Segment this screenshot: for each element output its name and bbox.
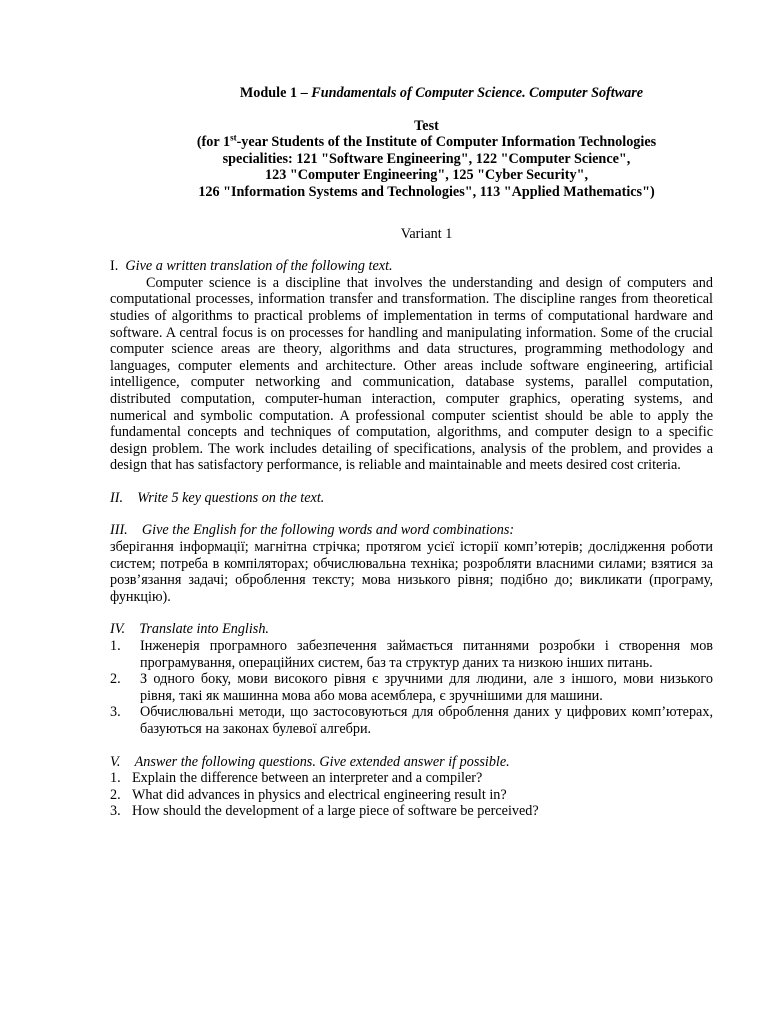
task-5-list bbox=[110, 770, 713, 820]
task-5-instruction: Answer the following questions. Give extended answer if possible. bbox=[134, 753, 510, 770]
list-item-text: З одного боку, мови високого рівня є зручними для людини, але з іншого, мови низького рівня, такі як машинна мова або мова асемблера, є зручнішими для машини. bbox=[140, 671, 713, 704]
task-1-text: Computer science is a discipline that involves the understanding and design of computers and computational processes, information transfer and transformation. The discipline ranges from theoretical studies of algorithms to practical problems of implementation in terms of computational hardware and software. A central focus is on processes for handling and manipulating information. Some of the crucial computer science areas are theory, algorithms and data structures, programming methodology and languages, computer elements and architecture. Other areas include software engineering, artificial intelligence, computer networking and communication, database systems, parallel computation, distributed computation, computer-human interaction, computer graphics, operating systems, and numerical and symbolic computation. A professional computer scientist should be able to apply the fundamental concepts and techniques of computation, algorithms, and computer design to a specific design problem. The work includes detailing of specifications, analysis of the problem, and provides a design that has satisfactory performance, is reliable and maintainable and meets desired cost criteria. bbox=[110, 274, 713, 474]
task-4-instruction: Translate into English. bbox=[139, 621, 269, 638]
task-2 bbox=[110, 490, 713, 507]
task-1-heading bbox=[110, 258, 713, 275]
list-item-number: 2. bbox=[110, 671, 121, 688]
task-2-heading bbox=[110, 490, 713, 507]
module-subject: Fundamentals of Computer Science. Computer Software bbox=[311, 85, 644, 101]
task-3-text: зберігання інформації; магнітна стрічка; протягом усієї історії комп’ютерів; дослідження роботи систем; потреба в компіляторах; обчислювальна техніка; розробляти власними силами; взятися за розв’язання задачі; оброблення тексту; мова низького рівня; подібно до; викликати (програму, функцію). bbox=[110, 539, 713, 605]
list-item bbox=[110, 770, 713, 787]
task-3-heading bbox=[110, 522, 713, 539]
module-title bbox=[110, 85, 713, 102]
task-2-number: II. bbox=[110, 489, 123, 506]
audience-pre: (for 1 bbox=[196, 134, 231, 151]
list-item bbox=[110, 638, 713, 671]
list-item-text: How should the development of a large piece of software be perceived? bbox=[132, 803, 539, 820]
list-item-text: Explain the difference between an interpreter and a compiler? bbox=[132, 770, 483, 787]
list-item-text: Обчислювальні методи, що застосовуються для оброблення даних у цифрових комп’ютерах, базуються на законах булевої алгебри. bbox=[140, 704, 713, 737]
task-4 bbox=[110, 621, 713, 737]
task-5 bbox=[110, 754, 713, 820]
list-item bbox=[110, 803, 713, 820]
list-item-text: Інженерія програмного забезпечення займається питаннями розробки і створення мов програмування, операційних систем, баз та структур даних та низкою інших питань. bbox=[140, 638, 713, 671]
specialities-line-1: specialities: 121 "Software Engineering", 122 "Computer Science", bbox=[222, 150, 631, 167]
specialities-line-2: 123 "Computer Engineering", 125 "Cyber Security", bbox=[265, 167, 588, 184]
module-prefix: Module 1 – bbox=[239, 85, 312, 101]
list-item-text: What did advances in physics and electrical engineering result in? bbox=[132, 786, 507, 803]
audience-sup: st bbox=[230, 132, 237, 143]
list-item-number: 3. bbox=[110, 803, 121, 820]
task-5-heading bbox=[110, 754, 713, 771]
task-1-instruction: Give a written translation of the following text. bbox=[125, 258, 393, 275]
test-label: Test bbox=[414, 117, 439, 134]
audience-post: -year Students of the Institute of Computer Information Technologies bbox=[236, 134, 657, 151]
task-2-instruction: Write 5 key questions on the text. bbox=[137, 489, 325, 506]
task-3 bbox=[110, 522, 713, 605]
test-header bbox=[110, 118, 713, 201]
list-item-number: 1. bbox=[110, 770, 121, 787]
list-item-number: 2. bbox=[110, 786, 121, 803]
task-4-heading bbox=[110, 621, 713, 638]
audience-line bbox=[140, 134, 713, 151]
list-item-number: 1. bbox=[110, 638, 121, 655]
list-item bbox=[110, 704, 713, 737]
document-page bbox=[110, 85, 713, 820]
task-1 bbox=[110, 258, 713, 474]
list-item bbox=[110, 787, 713, 804]
task-1-number: I. bbox=[110, 258, 119, 275]
variant-label: Variant 1 bbox=[400, 225, 453, 242]
task-4-list bbox=[110, 638, 713, 738]
task-3-number: III. bbox=[110, 522, 128, 539]
task-3-instruction: Give the English for the following words and word combinations: bbox=[141, 522, 515, 539]
task-5-number: V. bbox=[110, 753, 121, 770]
list-item bbox=[110, 671, 713, 704]
list-item-number: 3. bbox=[110, 704, 121, 721]
task-4-number: IV. bbox=[110, 621, 126, 638]
specialities-line-3: 126 "Information Systems and Technologies", 113 "Applied Mathematics") bbox=[198, 183, 655, 200]
